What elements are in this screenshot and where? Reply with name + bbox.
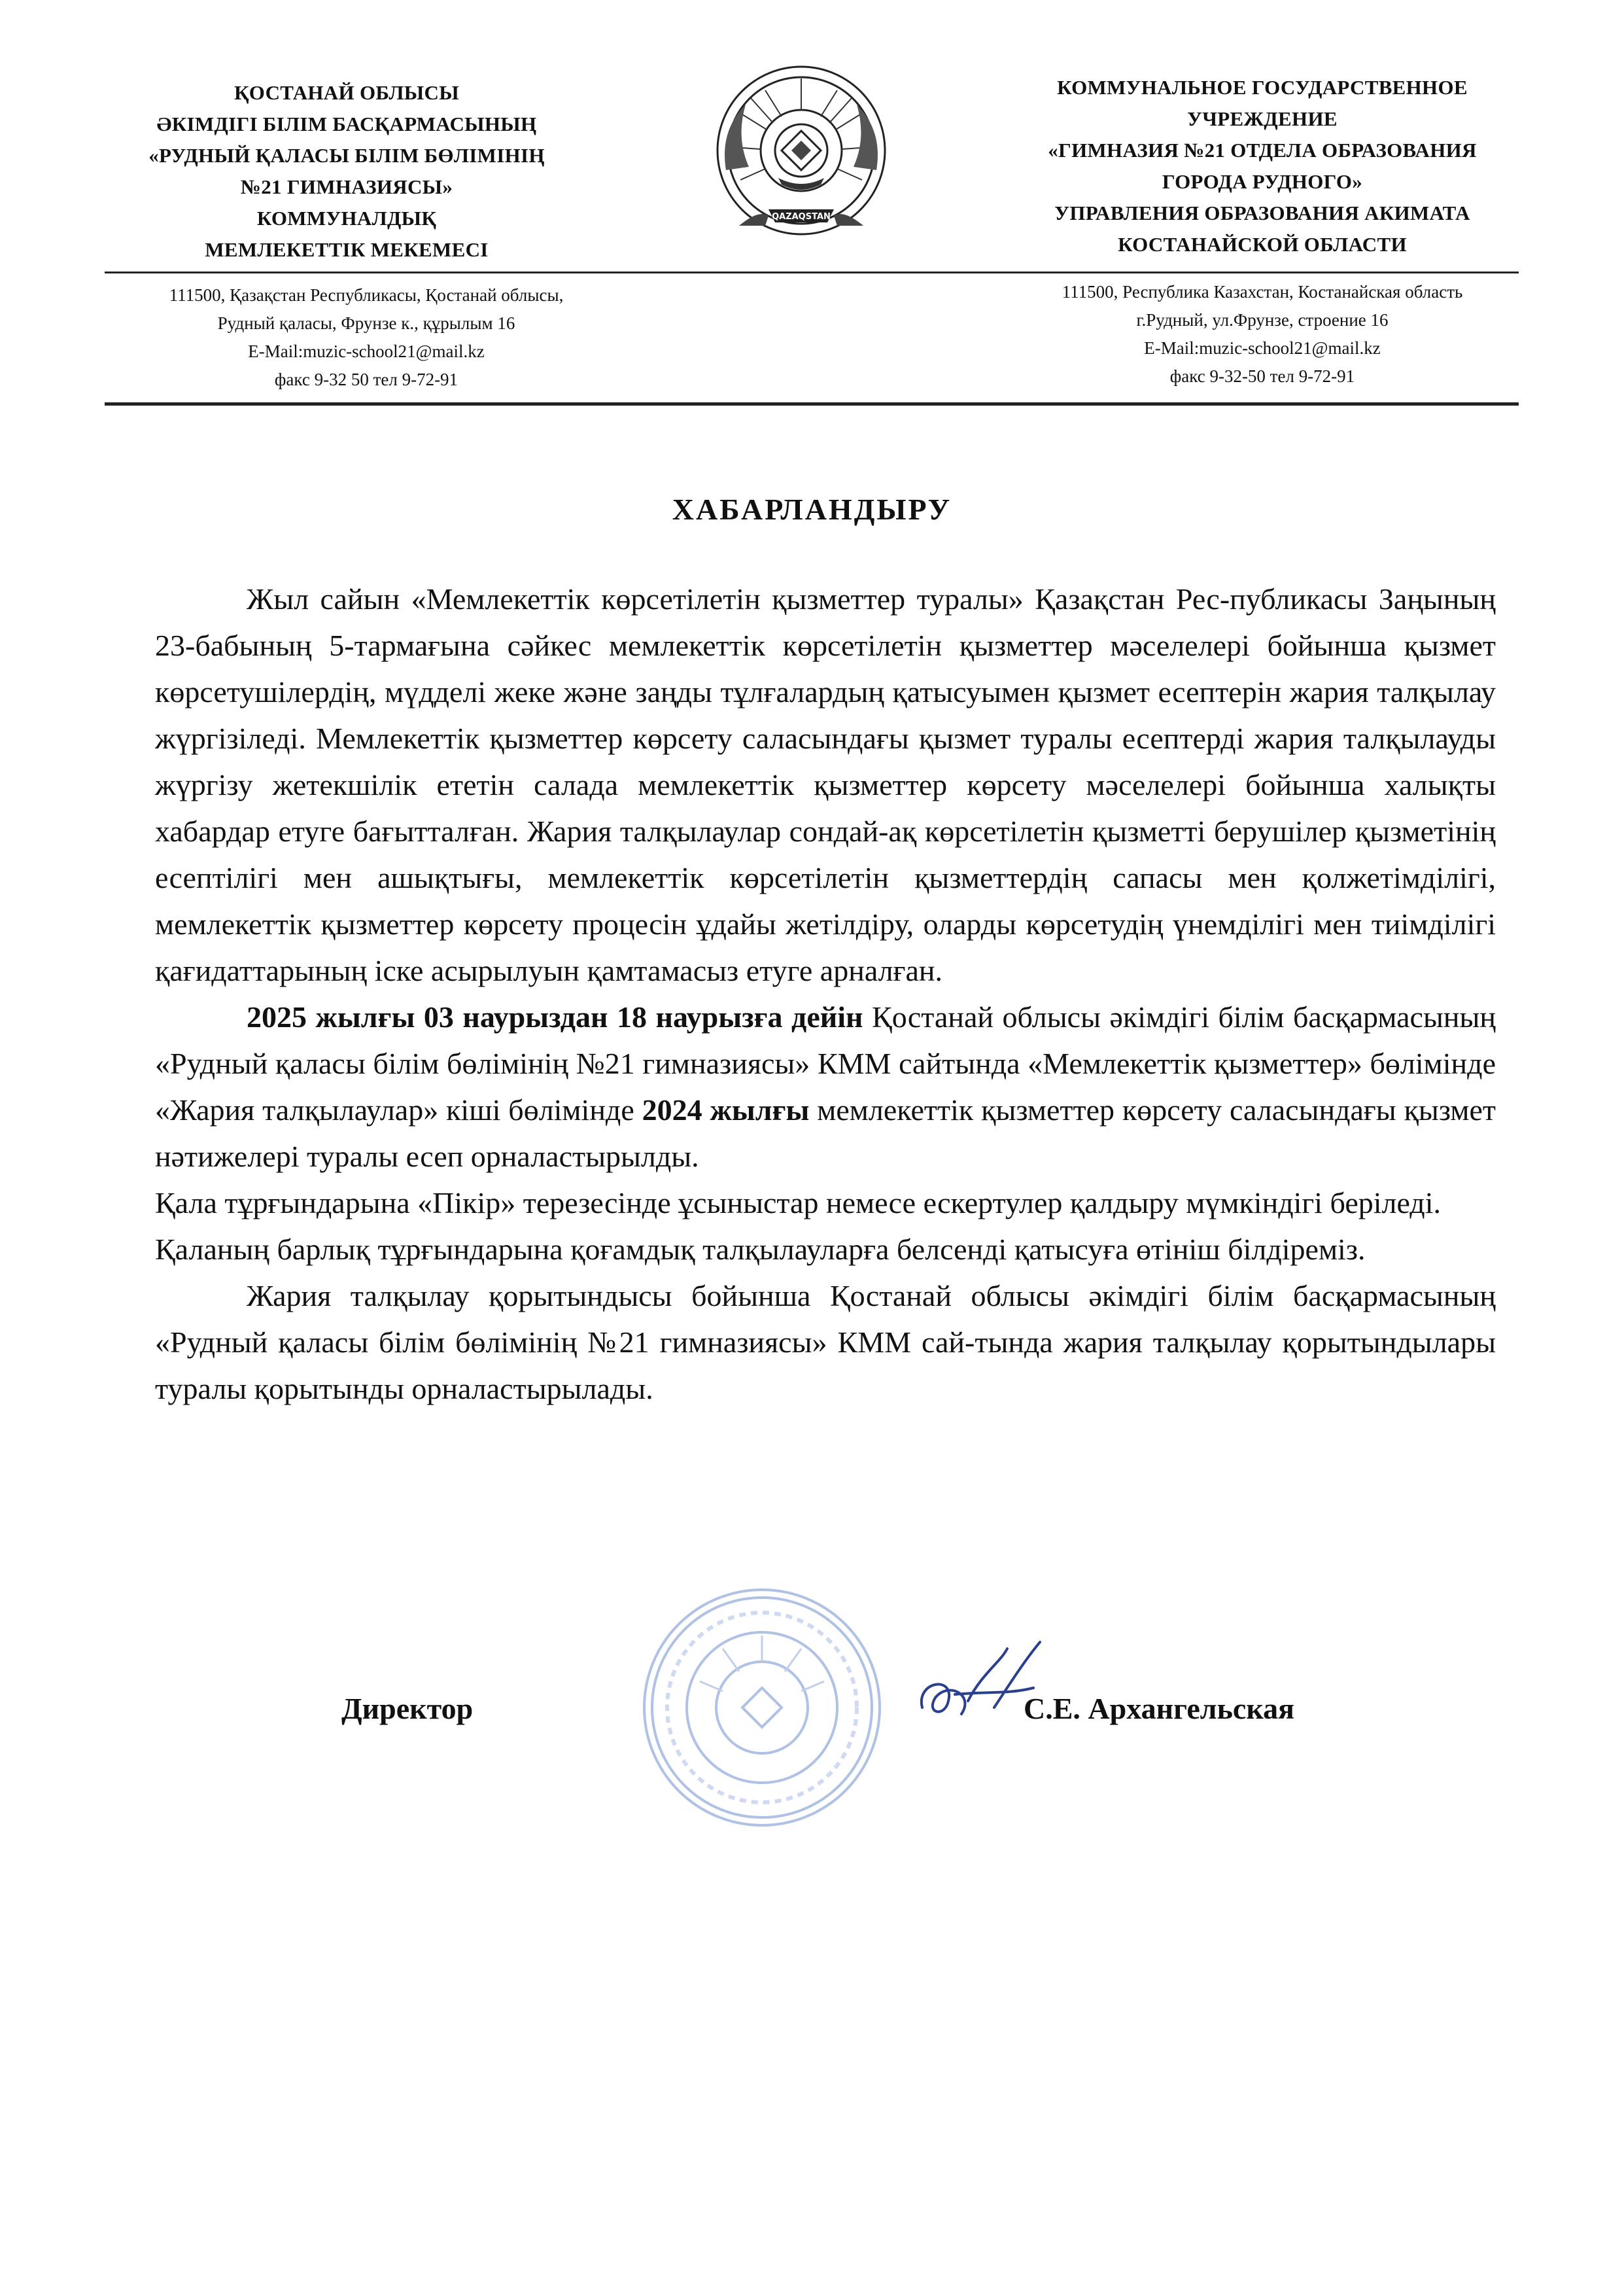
org-ru-line: КОММУНАЛЬНОЕ ГОСУДАРСТВЕННОЕ bbox=[1057, 76, 1468, 99]
address-kz bbox=[105, 281, 628, 394]
org-kz-line: КОММУНАЛДЫҚ bbox=[256, 207, 437, 230]
org-kz-line: «РУДНЫЙ ҚАЛАСЫ БІЛІМ БӨЛІМІНІҢ bbox=[148, 144, 545, 167]
paragraph-1: Жыл сайын «Мемлекеттік көрсетілетін қызметтер туралы» Қазақстан Рес-публикасы Заңының 23-бабының 5-тармағына сәйкес мемлекеттік көрсетілетін қызметтер мәселелері бойынша қызмет көрсетушілердің, мүдделі жеке және заңды тұлғалардың қатысуымен қызмет есептерін жария талқылау жүргізіледі. Мемлекеттік қызметтер көрсету саласындағы қызмет туралы есептерді жария талқылауды жүргізу жетекшілік ететін салада мемлекеттік қызметтер көрсету мәселелері бойынша халықты хабардар етуге бағытталған. Жария талқылаулар сондай-ақ көрсетілетін қызметті берушілер қызметінің есептілігі мен ашықтығы, мемлекеттік көрсетілетін қызметтердің сапасы мен қолжетімділігі, мемлекеттік қызметтер көрсету процесін ұдайы жетілдіру, оларды көрсетудің үнемділігі мен тиімділігі қағидаттарының іске асырылуын қамтамасыз етуге арналған. bbox=[155, 582, 1496, 987]
report-year: 2024 жылғы bbox=[642, 1093, 810, 1127]
address-ru-phone: факс 9-32-50 тел 9-72-91 bbox=[1169, 366, 1355, 386]
paragraph-2-text-a: Қостанай облысы әкімдігі білім басқармасының «Рудный қаласы білім бөлімінің №21 гимназиясы» КММ сайтында «Мемлекеттік қызметтер» бөлімінде «Жария талқылаулар» кіші бөлімінде bbox=[155, 1000, 1496, 1127]
paragraph-5: Жария талқылау қорытындысы бойынша Қостанай облысы әкімдігі білім басқармасының «Рудный қаласы білім бөлімінің №21 гимназиясы» КММ сай-тында жария талқылау қорытындылары туралы қорытынды орналастырылады. bbox=[155, 1279, 1496, 1405]
paragraph-2-text-b: мемлекеттік қызметтер көрсету саласындағы қызмет нәтижелері туралы есеп орналастырылды. bbox=[155, 1093, 1496, 1173]
official-stamp-icon bbox=[638, 1583, 886, 1832]
org-ru-line: УЧРЕЖДЕНИЕ bbox=[1187, 107, 1338, 130]
document-title: ХАБАРЛАНДЫРУ bbox=[672, 493, 952, 526]
address-kz-phone: факс 9-32 50 тел 9-72-91 bbox=[274, 370, 458, 389]
paragraph-3: Қала тұрғындарына «Пікір» терезесінде ұсыныстар немесе ескертулер қалдыру мүмкіндігі беріледі. bbox=[155, 1186, 1441, 1219]
org-kz-line: МЕМЛЕКЕТТІК МЕКЕМЕСІ bbox=[205, 238, 489, 261]
letterhead-bottom-rule bbox=[105, 402, 1519, 406]
org-ru-line: «ГИМНАЗИЯ №21 ОТДЕЛА ОБРАЗОВАНИЯ bbox=[1048, 139, 1477, 162]
paragraph-4: Қаланың барлық тұрғындарына қоғамдық талқылауларға белсенді қатысуға өтініш білдіреміз. bbox=[155, 1233, 1366, 1266]
document-body bbox=[155, 576, 1496, 1412]
address-ru-line: 111500, Республика Казахстан, Костанайская область bbox=[1062, 282, 1463, 302]
org-ru-line: КОСТАНАЙСКОЙ ОБЛАСТИ bbox=[1118, 233, 1407, 256]
signature-role: Директор bbox=[341, 1692, 474, 1725]
org-ru-line: УПРАВЛЕНИЯ ОБРАЗОВАНИЯ АКИМАТА bbox=[1054, 201, 1470, 224]
org-kz-line: ҚОСТАНАЙ ОБЛЫСЫ bbox=[234, 81, 459, 104]
address-ru-line: г.Рудный, ул.Фрунзе, строение 16 bbox=[1136, 310, 1389, 330]
address-ru-email: E-Mail:muzic-school21@mail.kz bbox=[1144, 338, 1381, 358]
organization-name-ru bbox=[981, 72, 1544, 260]
signature-name: С.Е. Архангельская bbox=[1024, 1692, 1295, 1725]
organization-name-kz bbox=[105, 77, 589, 266]
org-ru-line: ГОРОДА РУДНОГО» bbox=[1162, 170, 1363, 193]
address-kz-line: 111500, Қазақстан Республикасы, Қостанай облысы, bbox=[169, 285, 564, 305]
address-kz-line: Рудный қаласы, Фрунзе к., құрылым 16 bbox=[217, 313, 515, 333]
address-ru bbox=[981, 278, 1544, 391]
org-kz-line: ӘКІМДІГІ БІЛІМ БАСҚАРМАСЫНЫҢ bbox=[156, 113, 537, 135]
announcement-dates: 2025 жылғы 03 наурыздан 18 наурызға дейін bbox=[247, 1000, 863, 1034]
org-kz-line: №21 ГИМНАЗИЯСЫ» bbox=[240, 175, 453, 198]
emblem-text: QAZAQSTAN bbox=[772, 212, 831, 222]
state-emblem-icon bbox=[700, 59, 903, 249]
paragraph-2 bbox=[155, 994, 1496, 1180]
address-kz-email: E-Mail:muzic-school21@mail.kz bbox=[248, 342, 485, 361]
letterhead-divider bbox=[105, 272, 1519, 273]
